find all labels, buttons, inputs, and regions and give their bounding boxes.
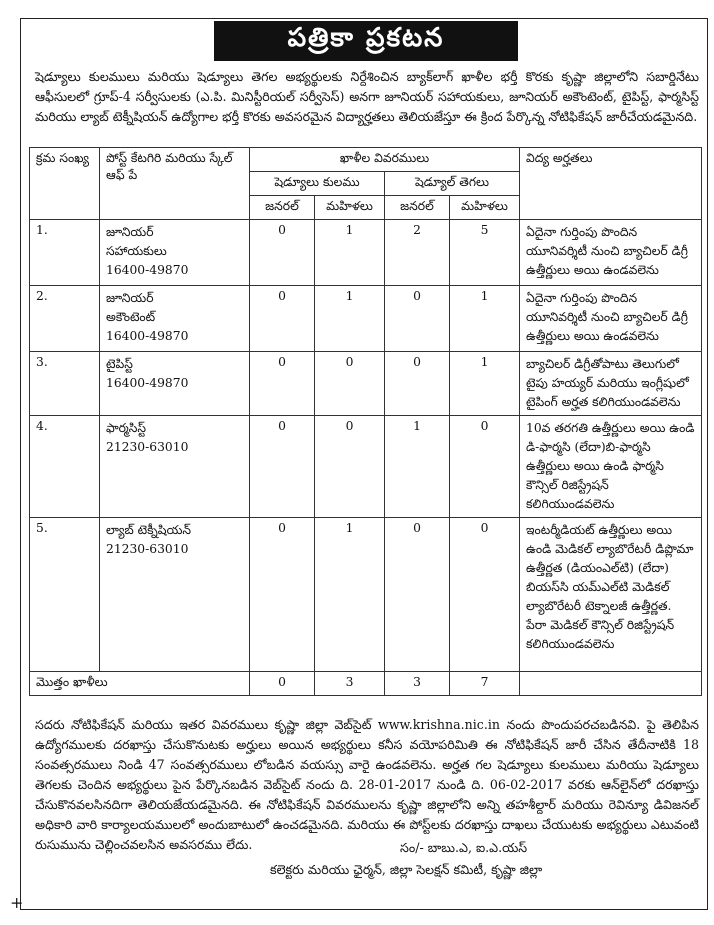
total-sc-general: 0 bbox=[250, 672, 315, 696]
header-vacancies: ఖాళీల వివరములు bbox=[250, 148, 520, 172]
header-serial: క్రమ సంఖ్య bbox=[30, 148, 100, 220]
total-qualification-empty bbox=[520, 672, 702, 696]
row-st-general: 0 bbox=[385, 286, 450, 352]
row-post: టైపిస్ట్ 16400-49870 bbox=[100, 352, 250, 416]
header-post: పోస్ట్ కేటగిరి మరియు స్కేల్ ఆఫ్ పే bbox=[100, 148, 250, 220]
notice-title: పత్రికా ప్రకటన bbox=[214, 21, 518, 61]
row-post: జూనియర్ అకౌంటెంట్ 16400-49870 bbox=[100, 286, 250, 352]
crop-mark: + bbox=[10, 893, 24, 912]
table-row bbox=[30, 286, 702, 352]
row-post: జూనియర్ సహాయకులు 16400-49870 bbox=[100, 220, 250, 286]
total-label: మొత్తం ఖాళీలు bbox=[30, 672, 250, 696]
row-st-women: 1 bbox=[450, 286, 520, 352]
table-row bbox=[30, 518, 702, 672]
row-qualification: ఏదైనా గుర్తింపు పొందిన యూనివర్శిటీ నుంచి బ్యాచిలర్ డిగ్రీ ఉత్తీర్ణులు అయి ఉండవలెను bbox=[520, 286, 702, 352]
row-qualification: ఇంటర్మీడియట్ ఉత్తీర్ణులు అయి ఉండి మెడికల్ ల్యాబొరేటరీ డిప్లొమా ఉత్తీర్ణత (డియంఎల్‌టి) (లేదా) బియస్‌సి యమ్ఎల్‌టి మెడికల్ ల్యాబొరేటరీ టెక్నాలజీ ఉత్తీర్ణత. పేరా మెడికల్ కౌన్సిల్ రిజిస్ట్రేషన్ కలిగియుండవలెను bbox=[520, 518, 702, 672]
row-st-general: 0 bbox=[385, 518, 450, 672]
total-st-general: 3 bbox=[385, 672, 450, 696]
header-st-women: మహిళలు bbox=[450, 196, 520, 220]
row-sc-women: 1 bbox=[315, 220, 385, 286]
notice-border bbox=[20, 18, 708, 910]
total-row bbox=[30, 672, 702, 696]
row-st-general: 2 bbox=[385, 220, 450, 286]
row-sc-women: 1 bbox=[315, 518, 385, 672]
row-sc-women: 1 bbox=[315, 286, 385, 352]
signature-name: సం/- బాబు.ఎ, ఐ.ఎ.యస్ bbox=[400, 840, 528, 855]
total-st-women: 7 bbox=[450, 672, 520, 696]
row-qualification: ఏదైనా గుర్తింపు పొందిన యూనివర్శిటీ నుంచి బ్యాచిలర్ డిగ్రీ ఉత్తీర్ణులు అయి ఉండవలెను bbox=[520, 220, 702, 286]
row-sc-general: 0 bbox=[250, 518, 315, 672]
row-st-women: 0 bbox=[450, 518, 520, 672]
header-sc-general: జనరల్ bbox=[250, 196, 315, 220]
row-sc-general: 0 bbox=[250, 220, 315, 286]
row-serial: 3. bbox=[30, 352, 100, 416]
footer-paragraph: సదరు నోటిఫికేషన్ మరియు ఇతర వివరములు కృష్ణా జిల్లా వెబ్‌సైట్ www.krishna.nic.in నందు పొందుపరచబడినవి. పై తెలిపిన ఉద్యోగములకు దరఖాస్తు చేసుకొనుటకు అర్హులు అయిన అభ్యర్థులు కనీస వయోపరిమితి ఈ నోటిఫికేషన్ జారీ చేసిన తేదీనాటికి 18 సంవత్సరములు నిండి 47 సంవత్సరములు లోబడిన వయస్సు వారై ఉండవలెను. అర్హత గల షెడ్యూలు కులములు మరియు షెడ్యూలు తెగలకు చెందిన అభ్యర్థులు పైన పేర్కొనబడిన వెబ్‌సైట్ నందు ది. 28-01-2017 నుండి ది. 06-02-2017 వరకు ఆన్‌లైన్‌లో దరఖాస్తు చేసుకొనవలసినదిగా తెలియజేయడమైనది. ఈ నోటిఫికేషన్ వివరములను కృష్ణా జిల్లాలోని అన్ని తహశీల్దార్ మరియు రెవిన్యూ డివిజనల్ అధికారి వారి కార్యాలయములలో అందుబాటులో ఉంచడమైనది. మరియు ఈ పోస్ట్‌లకు దరఖాస్తు దాఖలు చేయుటకు అభ్యర్థులు ఎటువంటి రుసుమును చెల్లించవలసిన అవసరము లేదు. bbox=[35, 717, 699, 852]
total-sc-women: 3 bbox=[315, 672, 385, 696]
row-st-general: 1 bbox=[385, 416, 450, 518]
row-serial: 4. bbox=[30, 416, 100, 518]
header-st-general: జనరల్ bbox=[385, 196, 450, 220]
row-sc-general: 0 bbox=[250, 416, 315, 518]
row-sc-women: 0 bbox=[315, 352, 385, 416]
vacancy-table bbox=[29, 147, 702, 696]
row-serial: 1. bbox=[30, 220, 100, 286]
row-sc-general: 0 bbox=[250, 352, 315, 416]
row-st-women: 1 bbox=[450, 352, 520, 416]
row-st-women: 0 bbox=[450, 416, 520, 518]
header-qualification: విద్య అర్హతలు bbox=[520, 148, 702, 220]
header-sc-women: మహిళలు bbox=[315, 196, 385, 220]
row-post: ల్యాబ్ టెక్నీషియన్ 21230-63010 bbox=[100, 518, 250, 672]
table-row bbox=[30, 220, 702, 286]
table-row bbox=[30, 416, 702, 518]
row-qualification: 10వ తరగతి ఉత్తీర్ణులు అయి ఉండి డి-ఫార్మసి (లేదా)బి-ఫార్మసి ఉత్తీర్ణులు అయి ఉండి ఫార్మసి కౌన్సిల్ రిజిస్ట్రేషన్ కలిగియుండవలెను bbox=[520, 416, 702, 518]
signature-designation: కలెక్టరు మరియు ఛైర్మన్, జిల్లా సెలక్షన్ కమిటీ, కృష్ణా జిల్లా bbox=[270, 862, 543, 877]
row-serial: 2. bbox=[30, 286, 100, 352]
row-sc-women: 0 bbox=[315, 416, 385, 518]
header-sc: షెడ్యూలు కులము bbox=[250, 172, 385, 196]
row-st-women: 5 bbox=[450, 220, 520, 286]
row-post: ఫార్మసిస్ట్ 21230-63010 bbox=[100, 416, 250, 518]
header-st: షెడ్యూల్ తెగలు bbox=[385, 172, 520, 196]
row-serial: 5. bbox=[30, 518, 100, 672]
row-sc-general: 0 bbox=[250, 286, 315, 352]
row-qualification: బ్యాచిలర్ డిగ్రీతోపాటు తెలుగులో టైపు హయ్యర్ మరియు ఇంగ్లీషులో టైపింగ్ అర్హత కలిగియుండవలెను bbox=[520, 352, 702, 416]
row-st-general: 0 bbox=[385, 352, 450, 416]
table-row bbox=[30, 352, 702, 416]
intro-paragraph: షెడ్యూలు కులములు మరియు షెడ్యూలు తెగల అభ్యర్థులకు నిర్దేశించిన బ్యాక్‌లాగ్ ఖాళీల భర్తీ కొరకు కృష్ణా జిల్లాలోని సబార్డినేటు ఆఫీసులలో గ్రూప్-4 సర్వీసులకు (ఎ.పి. మినిస్టీరియల్ సర్వీసెస్) అనగా జూనియర్ సహాయకులు, జూనియర్ అకౌంటెంట్, టైపిస్ట్, ఫార్మసిస్ట్ మరియు ల్యాబ్ టెక్నీషియన్ ఉద్యోగాల భర్తీ కొరకు అవసరమైన విద్యార్హతలు తెలియజేస్తూ ఈ క్రింద పేర్కొన్న నోటిఫికేషన్ జారీచేయడమైనది. bbox=[35, 69, 699, 124]
